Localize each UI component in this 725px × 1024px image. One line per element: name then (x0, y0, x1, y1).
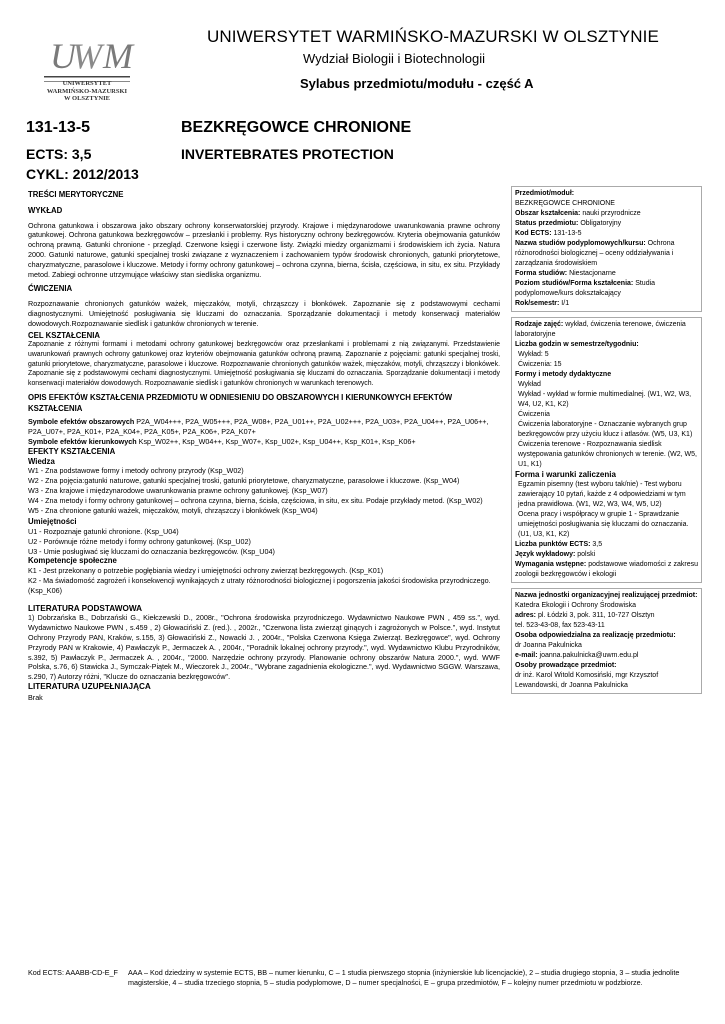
academic-cycle: CYKL: 2012/2013 (26, 166, 139, 182)
section-heading: LITERATURA UZUPEŁNIAJĄCA (28, 682, 151, 692)
field-label: Rok/semestr: (515, 300, 560, 307)
list-item: Ocena pracy i współpracy w grupie 1 - Sprawdzanie umiejętności posługiwania się kluczami do oznaczania. (U1, U3, K1, K2) (518, 511, 689, 538)
supplementary-literature: Brak (28, 692, 43, 702)
field-label: Język wykładowy: (515, 551, 576, 558)
subsection-heading: Umiejętności (28, 517, 77, 527)
field-value: nauki przyrodnicze (580, 210, 641, 217)
field-value: dr Joanna Pakulnicka (515, 642, 582, 649)
field-value: Wykład: 5 (518, 351, 549, 358)
faculty-name: Wydział Biologii i Biotechnologii (303, 51, 485, 66)
field-value: BEZKRĘGOWCE CHRONIONE (515, 200, 615, 207)
footer-code: Kod ECTS: AAABB-CD-E_F (28, 968, 118, 977)
list-item: Egzamin pisemny (test wyboru tak/nie) - Test wyboru zawierający 10 pytań, każde z 4 odpowiedziami w tym jedna prawidłowa. (W1, W2, W3, W4, W5, U2) (518, 481, 686, 508)
list-item: Ćwiczenia (518, 411, 550, 418)
logo-text-line: WARMIŃSKO-MAZURSKI (46, 87, 128, 95)
field-label: Osoby prowadzące przedmiot: (515, 662, 617, 669)
course-title-en: INVERTEBRATES PROTECTION (181, 146, 394, 162)
exercises-content: Rozpoznawanie chronionych gatunków ważek, mięczaków, motyli, chrząszczy i błonkówek. Zapoznanie się z podstawowymi cechami diagnostycznymi. Umiejętność posługiwania się kluczami do oznaczania. Sporządzanie dokumentacji i metody konserwacji materiałów dowodowych.Rozpoznawanie siedlisk i gatunków chronionych w terenie. (28, 299, 500, 328)
list-item: Wykład - wykład w formie multimedialnej. (W1, W2, W3, W4, U2, K1, K2) (518, 391, 692, 408)
area-outcomes-label: Symbole efektów obszarowych (28, 417, 135, 427)
field-value: wykład, ćwiczenia terenowe, ćwiczenia laboratoryjne (515, 321, 686, 338)
field-outcomes-value: Ksp_W02++, Ksp_W04++, Ksp_W07+, Ksp_U02+, Ksp_U04++, Ksp_K01+, Ksp_K06+ (136, 436, 416, 446)
field-label: Liczba godzin w semestrze/tygodniu: (515, 341, 639, 348)
info-sidebar (511, 186, 702, 699)
logo-text-line: W OLSZTYNIE (64, 95, 110, 102)
field-label: Wymagania wstępne: (515, 561, 587, 568)
field-label: Liczba punktów ECTS: (515, 541, 591, 548)
field-value: pl. Łódzki 3, pok. 311, 10-727 Olsztyn (536, 612, 655, 619)
list-item: W1 - Zna podstawowe formy i metody ochrony przyrody (Ksp_W02) (28, 466, 244, 476)
syllabus-title: Sylabus przedmiotu/modułu - część A (300, 76, 534, 91)
area-outcomes-value: P2A_W04+++, P2A_W05+++, P2A_W08+, P2A_U01++, P2A_U02+++, P2A_U03+, P2A_U04++, P2A_U06++, P2A_U07+, P2A_K01+, P2A_K04+, P2A_K05+, P2A_K06+, P2A_K07+ (28, 417, 489, 437)
field-value: Niestacjonarne (567, 270, 616, 277)
course-code: 131-13-5 (26, 119, 91, 136)
field-label: Rodzaje zajęć: (515, 321, 564, 328)
field-label: Osoba odpowiedzialna za realizację przedmiotu: (515, 632, 676, 639)
section-heading: OPIS EFEKTÓW KSZTAŁCENIA PRZEDMIOTU W ODNIESIENIU DO OBSZAROWYCH I KIERUNKOWYCH EFEKTÓW KSZTAŁCENIA (28, 393, 453, 414)
field-label: Formy i metody dydaktyczne (515, 371, 612, 378)
section-heading: TREŚCI MERYTORYCZNE (28, 190, 124, 199)
list-item: U3 - Umie posługiwać się kluczami do oznaczania bezkręgowców. (Ksp_U04) (28, 546, 275, 556)
course-info-box (511, 186, 702, 312)
list-item: K1 - Jest przekonany o potrzebie pogłębiania wiedzy i umiejętności ochrony zwierząt bezkręgowych. (Ksp_K01) (28, 566, 384, 576)
area-outcomes (28, 417, 500, 437)
list-item: W2 - Zna pojęcia:gatunki naturowe, gatunki specjalnej troski, gatunki priorytetowe, charyzmatyczne, parasolowe i kluczowe. (Ksp_W04) (28, 476, 460, 486)
list-item: W4 - Zna metody i formy ochrony gatunkowej – ochrona czynna, bierna, ścisła, częściowa, in situ, ex situ. Podaje przykłady metod. (Ksp_W02) (28, 495, 483, 505)
field-label: Forma i warunki zaliczenia (515, 470, 616, 479)
list-item: Ćwiczenia terenowe - Rozpoznawania siedlisk występowania gatunków chronionych w terenie. (W2, W5, U1, K1) (518, 441, 697, 468)
course-title: BEZKRĘGOWCE CHRONIONE (181, 119, 412, 136)
field-label: Poziom studiów/Forma kształcenia: (515, 280, 634, 287)
field-label: Kod ECTS: (515, 230, 552, 237)
basic-literature: 1) Dobrzańska B., Dobrzański G., Kiełczewski D., 2008r., "Ochrona środowiska przyrodniczego. Wydawnictwo Naukowe PWN , 459 ss.", wyd. Wydawnictwo Naukowe PWN , s.459 , 2) Głowaciński Z. (red.). , 2002r., "Czerwona lista zwierząt ginących i zagrożonych w Polsce.", wyd. Instytut Ochrony Przyrody PAN, Kraków, s.155, 3) Głowaciński Z., Nowacki J. , 2004r., "Polska Czerwona Księga Zwierząt. Bezkręgowce", wyd. Ochrony Przyrody PAN w Krakowie, 4) Pawłaczyk P., Jermaczek A. , 2004r., "Poradnik lokalnej ochrony przyrody.", wyd. Wydawnictwo Klubu Przyrodników, s.392, 5) Pawłaczyk P., Jermaczek A. , 2004r., "2000. Narzędzie ochrony przyrody. Planowanie ochrony obszarów Natura 2000.", wyd. WWF Polska, s.76, 6) Stawicka J., Symczak-Piątek M., Wieczorek J., 2004r., "Wybrane zagadnienia ekologiczne.", wyd. Wydawnictwo SGGW. Warszawa, s.290, 7) Autorzy różni, "Klucze do oznaczania bezkręgowców". (28, 613, 500, 682)
field-value: Ochrona różnorodności biologicznej – oceny oddziaływania i zarządzania środowiskiem (515, 240, 675, 267)
footer-legend: AAA – Kod dziedziny w systemie ECTS, BB – numer kierunku, C – 1 studia pierwszego stopnia (inżynierskie lub licencjackie), 2 – studia drugiego stopnia, 3 – studia jednolite magisterskie, 4 – studia trzeciego stopnia, 5 – studia podyplomowe, D – numer specjalności, E – grupa przedmiotów, F – kolejny numer przedmiotu w podzbiorze. (128, 968, 680, 987)
field-label: Nazwa studiów podyplomowych/kursu: (515, 240, 646, 247)
list-item: U1 - Rozpoznaje gatunki chronione. (Ksp_U04) (28, 527, 179, 537)
svg-text:W: W (72, 36, 102, 76)
field-label: e-mail: (515, 652, 538, 659)
section-heading: ĆWICZENIA (28, 284, 73, 294)
field-value: Obligatoryjny (578, 220, 622, 227)
field-label: Obszar kształcenia: (515, 210, 581, 217)
field-outcomes-label: Symbole efektów kierunkowych (28, 436, 137, 446)
section-heading: EFEKTY KSZTAŁCENIA (28, 446, 116, 456)
field-value: podstawowe wiadomości z zakresu zoologii bezkręgowców i ekologii (515, 561, 698, 578)
section-heading: WYKŁAD (28, 205, 63, 215)
field-value: 131-13-5 (551, 230, 582, 237)
ects-points: ECTS: 3,5 (26, 146, 92, 162)
field-value: tel. 523-43-08, fax 523-43-11 (515, 622, 605, 629)
section-heading: LITERATURA PODSTAWOWA (28, 603, 143, 613)
list-item: Ćwiczenia laboratoryjne - Oznaczanie wybranych grup bezkręgowców przy użyciu klucz i atlasów. (W5, U3, K1) (518, 421, 693, 438)
field-value: dr inż. Karol Witold Komosiński, mgr Krzysztof Lewandowski, dr Joanna Pakulnicka (515, 672, 659, 689)
university-logo (28, 20, 146, 108)
aim-content: Zapoznanie z różnymi formami i metodami ochrony gatunkowej bezkręgowców oraz przesłankami i problemami z nią związanymi. Przedstawienie uwarunkowań prawnych ochrony gatunkowej oraz kryteriów obejmowania gatunków ochroną prawną. Zapoznanie z pojęciami: gatunki specjalnej troski, gatunki priorytetowe, charyzmatyczne, parasolowe i kluczowe. Rozpoznawanie chronionych gatunków ważek, mięczaków, motyli, chrząszczy i błonkówek. Zapoznanie się z podstawowymi cechami diagnostycznymi. Umiejętność posługiwania się kluczami do oznaczania. Sporządzanie dokumentacji i metody konserwacji materiałów dowodowych. Rozpoznawanie siedlisk i gatunków chronionych w warunkach terenowych. (28, 341, 500, 387)
field-value: I/1 (559, 300, 570, 307)
field-value: Ćwiczenia: 15 (518, 361, 562, 368)
section-heading: CEL KSZTAŁCENIA (28, 330, 101, 340)
field-label: adres: (515, 612, 537, 619)
field-value: 3,5 (590, 541, 603, 548)
field-value: Studia podyplomowe/kurs dokształcający (515, 280, 656, 297)
field-value: Katedra Ekologii i Ochrony Środowiska (515, 602, 637, 609)
field-outcomes (28, 437, 500, 447)
email-value: joanna.pakulnicka@uwm.edu.pl (537, 652, 639, 659)
subsection-heading: Kompetencje społeczne (28, 556, 117, 566)
list-item: U2 - Porównuje różne metody i formy ochrony gatunkowej. (Ksp_U02) (28, 536, 251, 546)
list-item: Wykład (518, 381, 541, 388)
field-value: polski (575, 551, 596, 558)
svg-text:M: M (103, 36, 133, 76)
field-label: Nazwa jednostki organizacyjnej realizującej przedmiot: (515, 592, 698, 599)
list-item: W5 - Zna chronione gatunki ważek, mięczaków, motyli, chrząszczy i błonkówek (Ksp_W04) (28, 505, 318, 515)
field-label: Forma studiów: (515, 270, 568, 277)
unit-info-box (511, 588, 702, 694)
classes-info-box (511, 317, 702, 583)
main-content (28, 190, 500, 703)
field-label: Status przedmiotu: (515, 220, 579, 227)
lecture-content: Ochrona gatunkowa i obszarowa jako obszary ochrony konserwatorskiej przyrody. Krajowe i międzynarodowe uwarunkowania prawne ochrony gatunkowej. Ochrona gatunkowa bezkręgowców – przesłanki i problemy. Rys historyczny ochrony bezkręgowców. Kryteria obejmowania gatunków ochroną prawną. Gatunki chronione - przegląd. Czerwone księgi i czerwone listy. Związki miedzy organizmami i środowiskiem ich życia. Natura 2000. Gatunki naturowe, gatunki specjalnej troski związane z wyznaczeniem i zachowaniem typów środowisk chronionych, gatunki priorytetowe, charyzmatyczne, parasolowe i kluczowe. Metody i formy ochrony gatunkowej – ochrona czynna, bierna, ścisła, częściowa, in situ, ex situ. Przykłady metod. Zabiegi ochronne utrzymujące właściwy stan siedliska organizmu. (28, 220, 500, 279)
list-item: W3 - Zna krajowe i międzynarodowe uwarunkowania prawne ochrony gatunkowej. (Ksp_W07) (28, 485, 328, 495)
field-label: Przedmiot/moduł: (515, 190, 575, 197)
subsection-heading: Wiedza (28, 456, 55, 466)
svg-text:U: U (50, 36, 76, 76)
university-name: UNIWERSYTET WARMIŃSKO-MAZURSKI W OLSZTYNIE (207, 27, 659, 46)
logo-text-line: UNIWERSYTET (62, 80, 112, 87)
list-item: K2 - Ma świadomość zagrożeń i konsekwencji wynikających z utraty różnorodności biologicznej i pogorszenia jakości środowiska przyrodniczego. (Ksp_K06) (28, 576, 491, 595)
